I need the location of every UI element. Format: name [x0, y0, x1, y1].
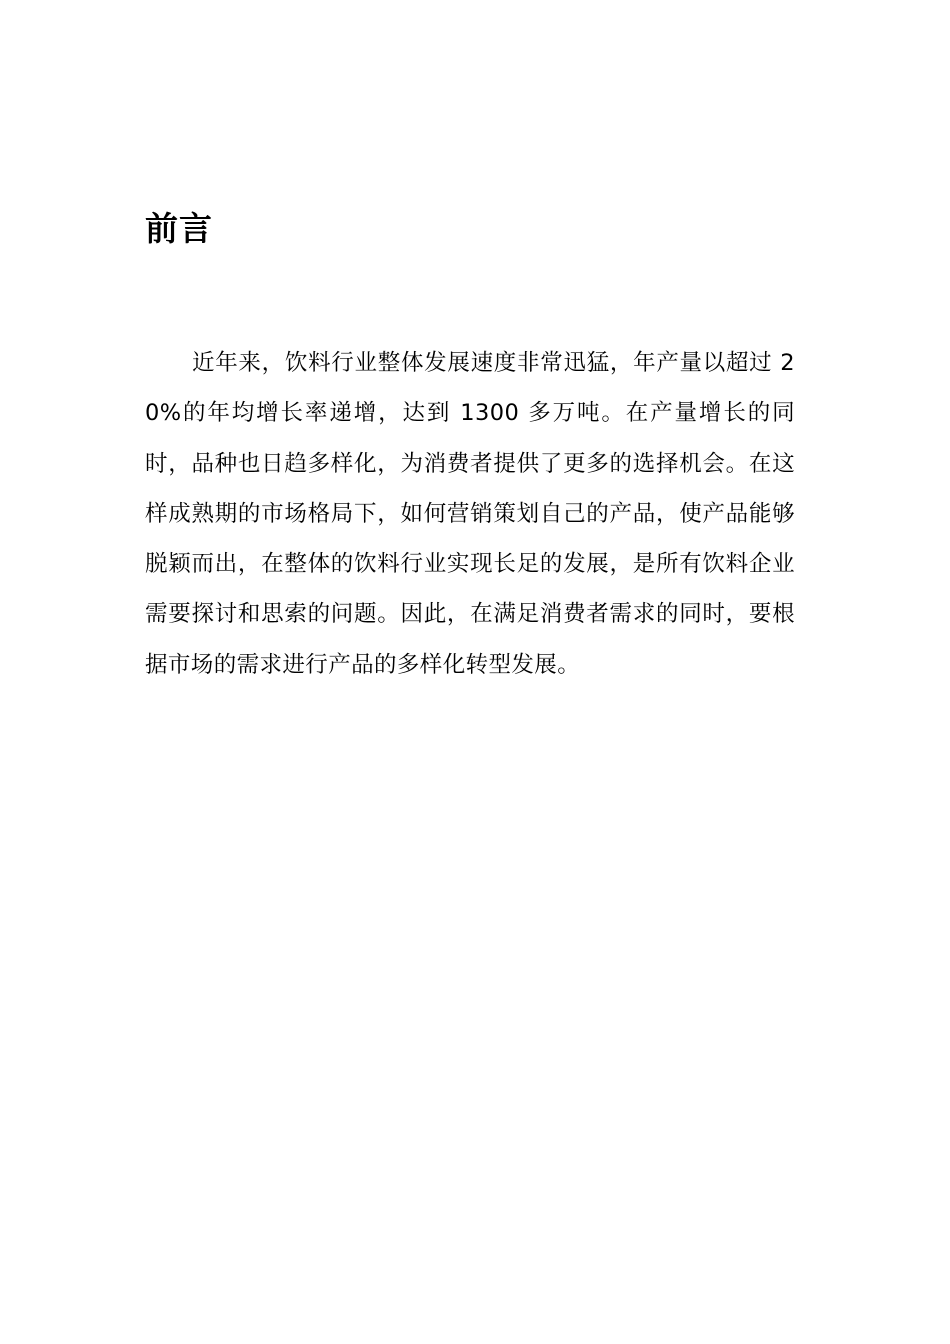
body-paragraph: 近年来，饮料行业整体发展速度非常迅猛，年产量以超过 20%的年均增长率递增，达到 1300 多万吨。在产量增长的同时，品种也日趋多样化，为消费者提供了更多的选择机会。在这样成熟期的市场格局下，如何营销策划自己的产品，使产品能够脱颖而出，在整体的饮料行业实现长足的发展，是所有饮料企业需要探讨和思索的问题。因此，在满足消费者需求的同时，要根据市场的需求进行产品的多样化转型发展。	[145, 350, 795, 678]
page-title: 前言	[145, 209, 213, 248]
